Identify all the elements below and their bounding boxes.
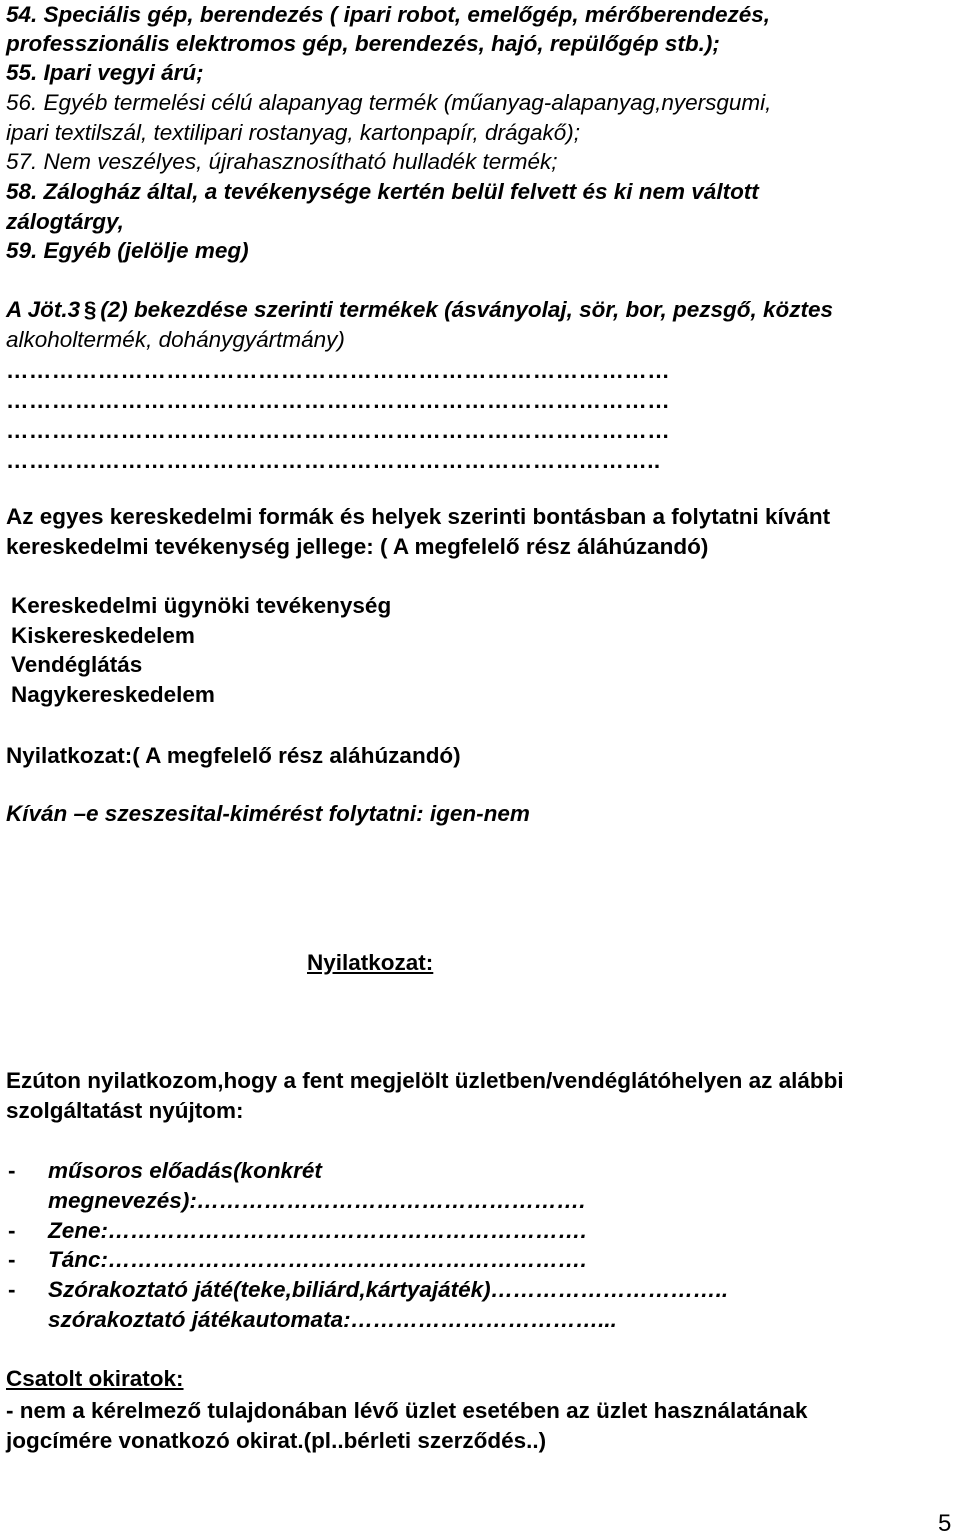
- dotted-fill-line-2: ……………………………………………………………………………: [6, 388, 671, 413]
- dotted-fill-line-3: ……………………………………………………………………………: [6, 418, 671, 443]
- dotted-fill-line-1: ……………………………………………………………………………: [6, 358, 671, 383]
- declaration1-question: Kíván –e szeszesital-kimérést folytatni: igen-nem: [6, 801, 530, 826]
- list-item-56-line1: 56. Egyéb termelési célú alapanyag termék (műanyag-alapanyag,nyersgumi,: [6, 90, 772, 115]
- trade-option-agent: Kereskedelmi ügynöki tevékenység: [11, 593, 392, 618]
- list-item-59: 59. Egyéb (jelölje meg): [6, 238, 249, 263]
- trade-option-retail: Kiskereskedelem: [11, 623, 195, 648]
- list-item-58-line2: zálogtárgy,: [6, 209, 124, 234]
- service-item-slot-machines: szórakoztató játékautomata:……………………………...: [48, 1307, 617, 1332]
- trade-intro-line2: kereskedelmi tevékenység jellege: ( A megfelelő rész áláhúzandó): [6, 534, 709, 559]
- trade-option-wholesale: Nagykereskedelem: [11, 682, 215, 707]
- section-sign-icon: §: [83, 297, 97, 322]
- list-item-54-line2: professzionális elektromos gép, berendezés, hajó, repülőgép stb.);: [6, 31, 720, 56]
- service-item-music: Zene:……………………………………………………….: [48, 1218, 587, 1243]
- jot-paragraph-line2: alkoholtermék, dohánygyártmány): [6, 327, 345, 352]
- dotted-fill-line-4: …………………………………………………………………………..: [6, 448, 661, 473]
- list-dash: -: [8, 1277, 16, 1302]
- attachments-line2: jogcímére vonatkozó okirat.(pl..bérleti szerződés..): [6, 1428, 547, 1453]
- service-item-program-line1: műsoros előadás(konkrét: [48, 1158, 322, 1183]
- list-item-58-line1: 58. Zálogház által, a tevékenysége kertén belül felvett és ki nem váltott: [6, 179, 759, 204]
- page-number: 5: [938, 1510, 952, 1537]
- list-item-55: 55. Ipari vegyi árú;: [6, 60, 204, 85]
- trade-option-catering: Vendéglátás: [11, 652, 143, 677]
- attachments-heading: Csatolt okiratok:: [6, 1366, 184, 1391]
- list-dash: -: [8, 1247, 16, 1272]
- jot-suffix: (2) bekezdése szerinti termékek (ásványolaj, sör, bor, pezsgő, köztes: [100, 297, 833, 322]
- list-dash: -: [8, 1158, 16, 1183]
- list-item-54-line1: 54. Speciális gép, berendezés ( ipari robot, emelőgép, mérőberendezés,: [6, 2, 771, 27]
- list-item-57: 57. Nem veszélyes, újrahasznosítható hulladék termék;: [6, 149, 558, 174]
- declaration2-heading: Nyilatkozat:: [307, 950, 434, 975]
- trade-intro-line1: Az egyes kereskedelmi formák és helyek szerinti bontásban a folytatni kívánt: [6, 504, 831, 529]
- list-dash: -: [8, 1218, 16, 1243]
- list-item-56-line2: ipari textilszál, textilipari rostanyag, kartonpapír, drágakő);: [6, 120, 581, 145]
- attachments-line1: - nem a kérelmező tulajdonában lévő üzlet esetében az üzlet használatának: [6, 1398, 808, 1423]
- service-item-program-line2: megnevezés):…………………………………………….: [48, 1188, 586, 1213]
- service-item-dance: Tánc:……………………………………………………….: [48, 1247, 587, 1272]
- jot-prefix: A Jöt.3: [6, 297, 81, 322]
- declaration2-intro-line1: Ezúton nyilatkozom,hogy a fent megjelölt üzletben/vendéglátóhelyen az alábbi: [6, 1068, 844, 1093]
- declaration2-intro-line2: szolgáltatást nyújtom:: [6, 1098, 244, 1123]
- jot-paragraph-line1: [6, 295, 833, 325]
- service-item-games: Szórakoztató játé(teke,biliárd,kártyajáték)…………………………..: [48, 1277, 729, 1302]
- declaration1-heading: Nyilatkozat:( A megfelelő rész aláhúzandó): [6, 743, 461, 768]
